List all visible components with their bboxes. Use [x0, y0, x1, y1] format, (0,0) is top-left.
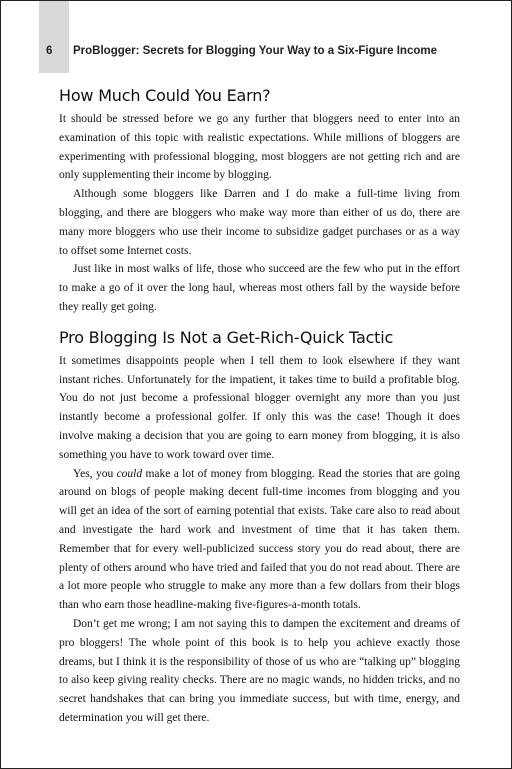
paragraph: Although some bloggers like Darren and I do make a full-time living from blogging, and there are bloggers who make way more than either of us do, there are many more bloggers who use their income to subsidize gadget purchases or as a way to offset some Internet costs. — [59, 188, 460, 257]
paragraph-text: make a lot of money from blogging. Read the stories that are going around on blogs of people making decent full-time incomes from blogging and you will get an idea of the sort of earning potential that exists. Take care also to read about and investigate the hard work and investment of time that it has taken them. Remember that for every well-publicized success story you do read about, there are plenty of others around who have tried and failed that you do not read about. There are a lot more people who struggle to make any more than a few dollars from their blogs than who earn those headline-making five-figures-a-month totals. — [59, 467, 461, 612]
book-title: ProBlogger: Secrets for Blogging Your Way to a Six-Figure Income — [73, 45, 438, 57]
paragraph — [59, 465, 460, 615]
paragraph: Don’t get me wrong; I am not saying this to dampen the excitement and dreams of pro bloggers! The whole point of this book is to help you achieve exactly those dreams, but I think it is the responsibility of those of us who are “talking up” blogging to also keep giving reality checks. There are no magic wands, no hidden tricks, and no secret handshakes that can bring you immediate success, but with time, energy, and determination you will get there. — [59, 617, 460, 724]
running-head — [46, 45, 437, 57]
section-heading: Pro Blogging Is Not a Get-Rich-Quick Tactic — [59, 327, 394, 347]
paragraph: It should be stressed before we go any further that bloggers need to enter into an examination of this topic with realistic expectations. While millions of bloggers are experimenting with professional blogging, most bloggers are not getting rich and are only supplementing their income by blogging. — [59, 113, 460, 182]
paragraph-text: Yes, you — [73, 467, 117, 480]
paragraph: Just like in most walks of life, those who succeed are the few who put in the effort to make a go of it over the long haul, whereas most others fall by the wayside before they really get going. — [59, 263, 460, 313]
section-heading: How Much Could You Earn? — [59, 86, 271, 105]
paragraph: It sometimes disappoints people when I tell them to look elsewhere if they want instant riches. Unfortunately for the impatient, it takes time to build a profitable blog. You do not just become a professional blogger overnight any more than you just instantly become a professional golfer. If only this was the case! Though it does involve making a decision that you are going to earn money from blogging, it is also something you have to work toward over time. — [59, 354, 460, 461]
page-number: 6 — [46, 45, 53, 57]
page-body — [59, 85, 460, 728]
page-tab — [39, 1, 69, 73]
emphasis: could — [116, 467, 143, 480]
